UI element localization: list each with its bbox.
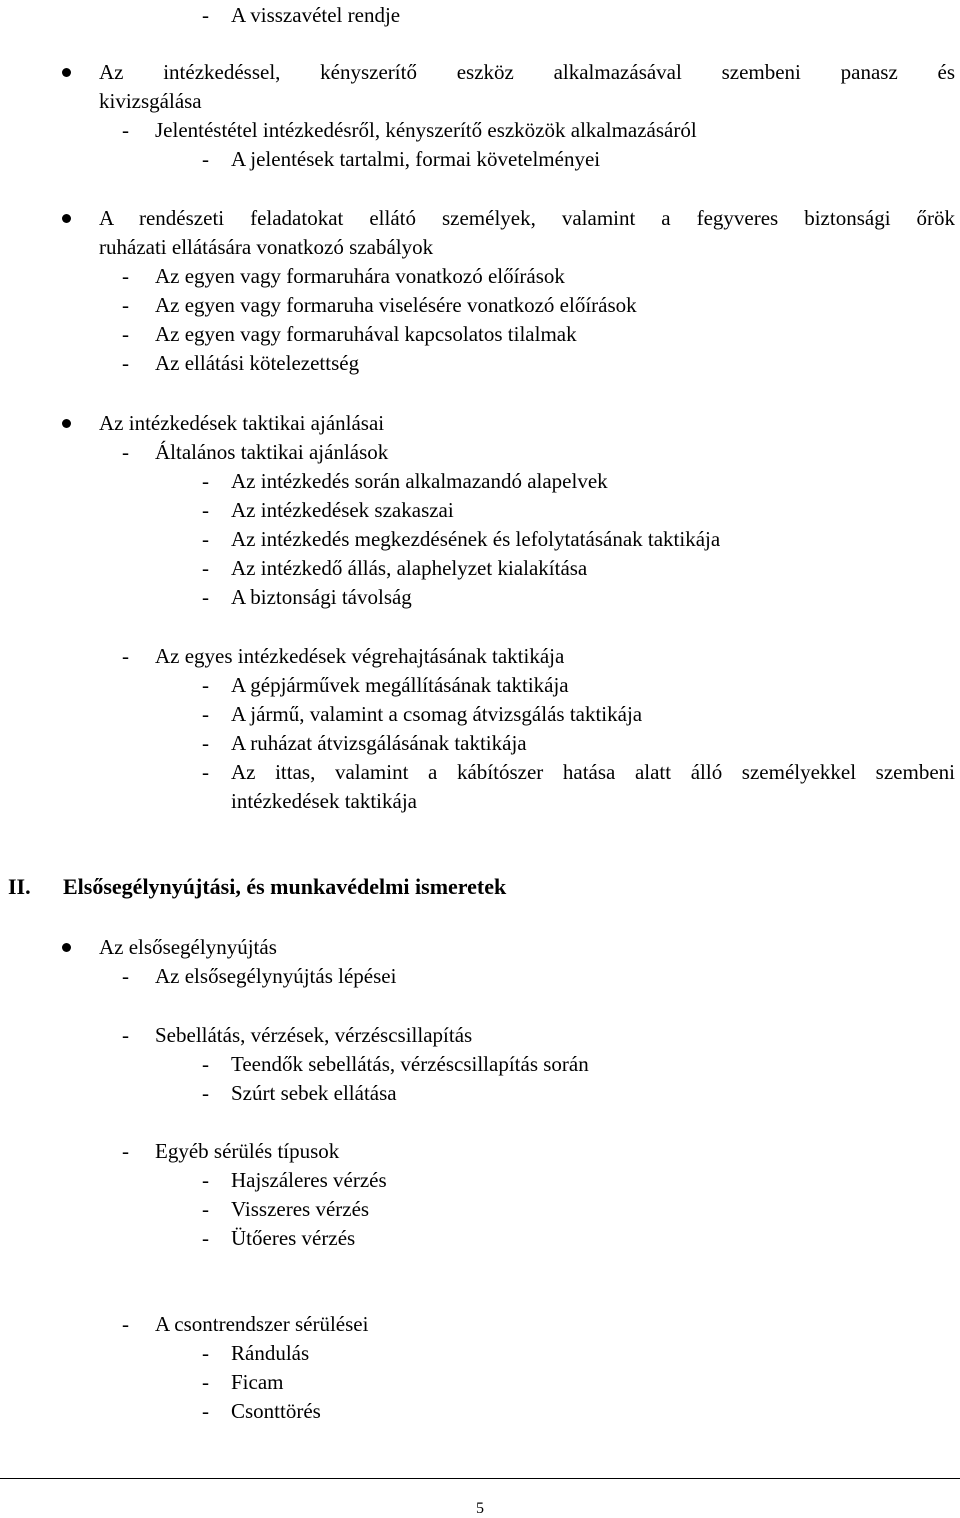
dash-marker: - [202,1370,209,1394]
dash-marker: - [202,673,209,697]
line-text: Az egyes intézkedések végrehajtásának taktikája [155,644,565,668]
line-text: Ütőeres vérzés [231,1226,356,1250]
dash-marker: - [122,351,129,375]
section-number: II. [8,874,31,899]
line-text: Az ellátási kötelezettség [155,351,360,375]
dash-marker: - [202,498,209,522]
bullet-icon [62,214,71,223]
line-text: Az elsősegélynyújtás [99,935,277,959]
line-text: Hajszáleres vérzés [231,1168,387,1192]
page-number: 5 [476,1500,484,1517]
dash-marker: - [202,527,209,551]
dash-marker: - [202,469,209,493]
line-text: ruházati ellátására vonatkozó szabályok [99,235,434,259]
dash-marker: - [122,264,129,288]
dash-marker: - [202,702,209,726]
bullet-icon [62,419,71,428]
line-text: Az ittas, valamint a kábítószer hatása alatt álló személyekkel szembeni [231,760,955,784]
line-text: Az intézkedés során alkalmazandó alapelvek [231,469,608,493]
dash-marker: - [202,731,209,755]
line-text: Ficam [231,1370,284,1394]
line-text: Sebellátás, vérzések, vérzéscsillapítás [155,1023,473,1047]
dash-marker: - [122,322,129,346]
dash-marker: - [202,760,209,784]
dash-marker: - [122,118,129,142]
dash-marker: - [202,1226,209,1250]
line-text: Csonttörés [231,1399,321,1423]
line-text: A biztonsági távolság [231,585,412,609]
bullet-icon [62,68,71,77]
line-text: Általános taktikai ajánlások [155,440,389,464]
dash-marker: - [202,1399,209,1423]
line-text: intézkedések taktikája [231,789,417,813]
footer-rule [0,1478,960,1479]
line-text: A rendészeti feladatokat ellátó személyek, valamint a fegyveres biztonsági őrök [99,206,955,230]
line-text: Teendők sebellátás, vérzéscsillapítás során [231,1052,589,1076]
line-text: Az egyen vagy formaruhával kapcsolatos tilalmak [155,322,577,346]
line-text: A gépjárművek megállításának taktikája [231,673,569,697]
dash-marker: - [202,1052,209,1076]
line-text: Az egyen vagy formaruhára vonatkozó előírások [155,264,565,288]
dash-marker: - [122,1139,129,1163]
line-text: Visszeres vérzés [231,1197,370,1221]
line-text: A ruházat átvizsgálásának taktikája [231,731,527,755]
line-text: A jelentések tartalmi, formai követelményei [231,147,601,171]
line-text: A visszavétel rendje [231,3,401,27]
dash-marker: - [122,964,129,988]
dash-marker: - [122,1023,129,1047]
dash-marker: - [122,1312,129,1336]
dash-marker: - [122,293,129,317]
line-text: Az egyen vagy formaruha viselésére vonatkozó előírások [155,293,637,317]
line-text: Rándulás [231,1341,310,1365]
line-text: A jármű, valamint a csomag átvizsgálás taktikája [231,702,643,726]
section-title: Elsősegélynyújtási, és munkavédelmi ismeretek [63,874,507,899]
line-text: Az intézkedések taktikai ajánlásai [99,411,385,435]
bullet-icon [62,943,71,952]
line-text: Egyéb sérülés típusok [155,1139,340,1163]
dash-marker: - [202,1341,209,1365]
line-text: Szúrt sebek ellátása [231,1081,397,1105]
line-text: Az intézkedéssel, kényszerítő eszköz alkalmazásával szembeni panasz és [99,60,955,84]
line-text: Az intézkedés megkezdésének és lefolytatásának taktikája [231,527,721,551]
line-text: Az intézkedő állás, alaphelyzet kialakítása [231,556,588,580]
dash-marker: - [202,1197,209,1221]
line-text: Jelentéstétel intézkedésről, kényszerítő eszközök alkalmazásáról [155,118,697,142]
dash-marker: - [122,440,129,464]
dash-marker: - [122,644,129,668]
line-text: kivizsgálása [99,89,202,113]
line-text: Az elsősegélynyújtás lépései [155,964,397,988]
dash-marker: - [202,3,209,27]
line-text: A csontrendszer sérülései [155,1312,369,1336]
dash-marker: - [202,1081,209,1105]
dash-marker: - [202,556,209,580]
dash-marker: - [202,147,209,171]
dash-marker: - [202,585,209,609]
dash-marker: - [202,1168,209,1192]
line-text: Az intézkedések szakaszai [231,498,454,522]
